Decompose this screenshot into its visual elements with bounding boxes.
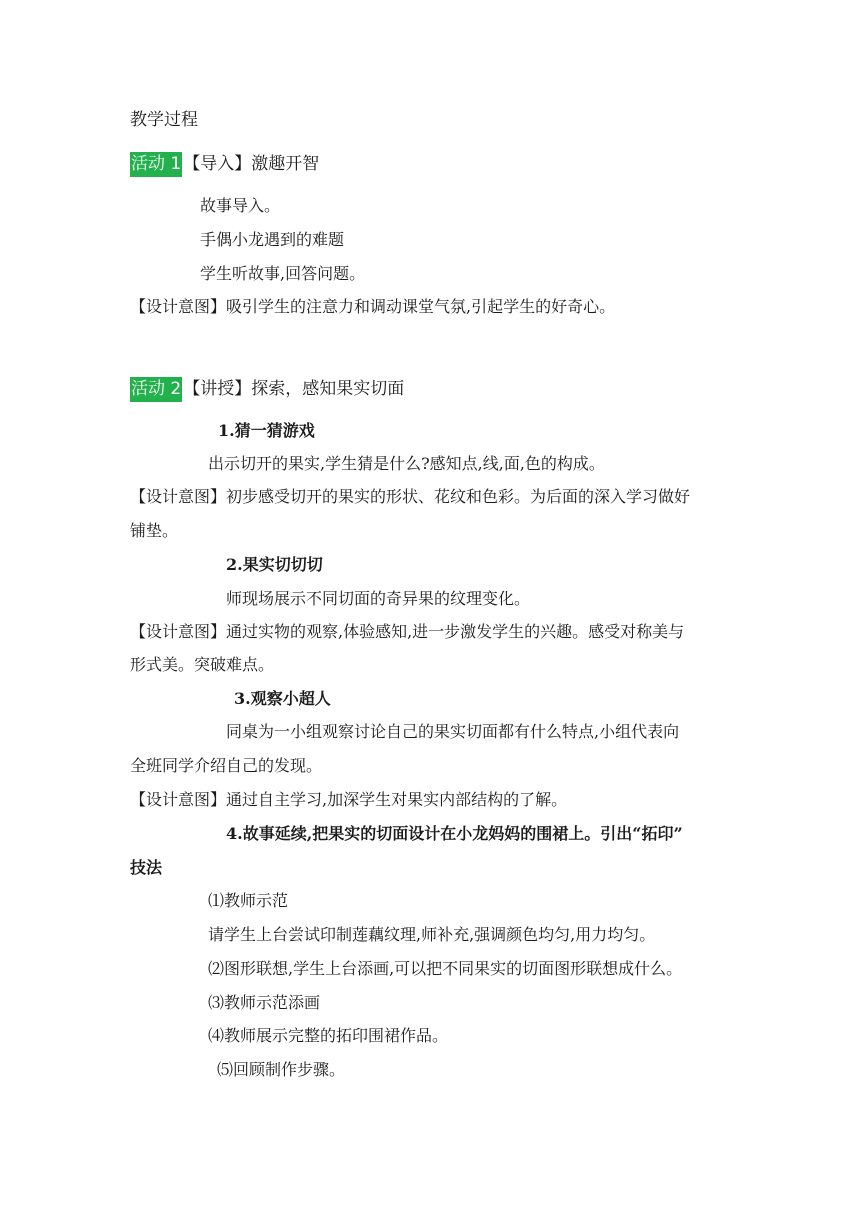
- list-item: ⑸回顾制作步骤。: [217, 1060, 346, 1079]
- design-intent-continued: 铺垫。: [130, 521, 179, 540]
- paragraph: 出示切开的果实,学生猜是什么?感知点,线,面,色的构成。: [208, 454, 605, 473]
- paragraph: 师现场展示不同切面的奇异果的纹理变化。: [226, 589, 531, 608]
- activity-1-title: 【导入】激趣开智: [183, 154, 320, 174]
- activity-2-title: 【讲授】探索，感知果实切面: [183, 379, 405, 399]
- step-heading: 3.观察小超人: [234, 689, 331, 708]
- step-heading: 4.故事延续,把果实的切面设计在小龙妈妈的围裙上。引出“拓印”: [226, 824, 683, 843]
- list-item: ⑷教师展示完整的拓印围裙作品。: [208, 1026, 449, 1045]
- section-title: 教学过程: [130, 110, 198, 130]
- design-intent: 【设计意图】通过自主学习,加深学生对果实内部结构的了解。: [130, 790, 568, 809]
- activity-2-tag: 活动 2: [130, 377, 182, 402]
- list-item: ⑴教师示范: [208, 891, 289, 910]
- paragraph: 手偶小龙遇到的难题: [200, 230, 345, 249]
- paragraph: 同桌为一小组观察讨论自己的果实切面都有什么特点,小组代表向: [226, 722, 680, 741]
- paragraph: 学生听故事,回答问题。: [200, 264, 366, 283]
- activity-2-heading: [130, 377, 404, 402]
- list-item: ⑶教师示范添画: [208, 993, 321, 1012]
- step-heading: 1.猜一猜游戏: [218, 421, 315, 440]
- list-item: ⑵图形联想,学生上台添画,可以把不同果实的切面图形联想成什么。: [208, 959, 683, 978]
- list-item: 请学生上台尝试印制莲藕纹理,师补充,强调颜色均匀,用力均匀。: [208, 925, 656, 944]
- step-heading-continued: 技法: [130, 858, 163, 877]
- activity-1-tag: 活动 1: [130, 152, 182, 177]
- step-heading: 2.果实切切切: [226, 555, 323, 574]
- design-intent-continued: 形式美。突破难点。: [130, 655, 275, 674]
- activity-1-heading: [130, 152, 319, 177]
- design-intent: 【设计意图】吸引学生的注意力和调动课堂气氛,引起学生的好奇心。: [130, 297, 616, 316]
- design-intent: 【设计意图】初步感受切开的果实的形状、花纹和色彩。为后面的深入学习做好: [130, 487, 691, 506]
- design-intent: 【设计意图】通过实物的观察,体验感知,进一步激发学生的兴趣。感受对称美与: [130, 622, 685, 641]
- paragraph-continued: 全班同学介绍自己的发现。: [130, 756, 323, 775]
- paragraph: 故事导入。: [200, 196, 281, 215]
